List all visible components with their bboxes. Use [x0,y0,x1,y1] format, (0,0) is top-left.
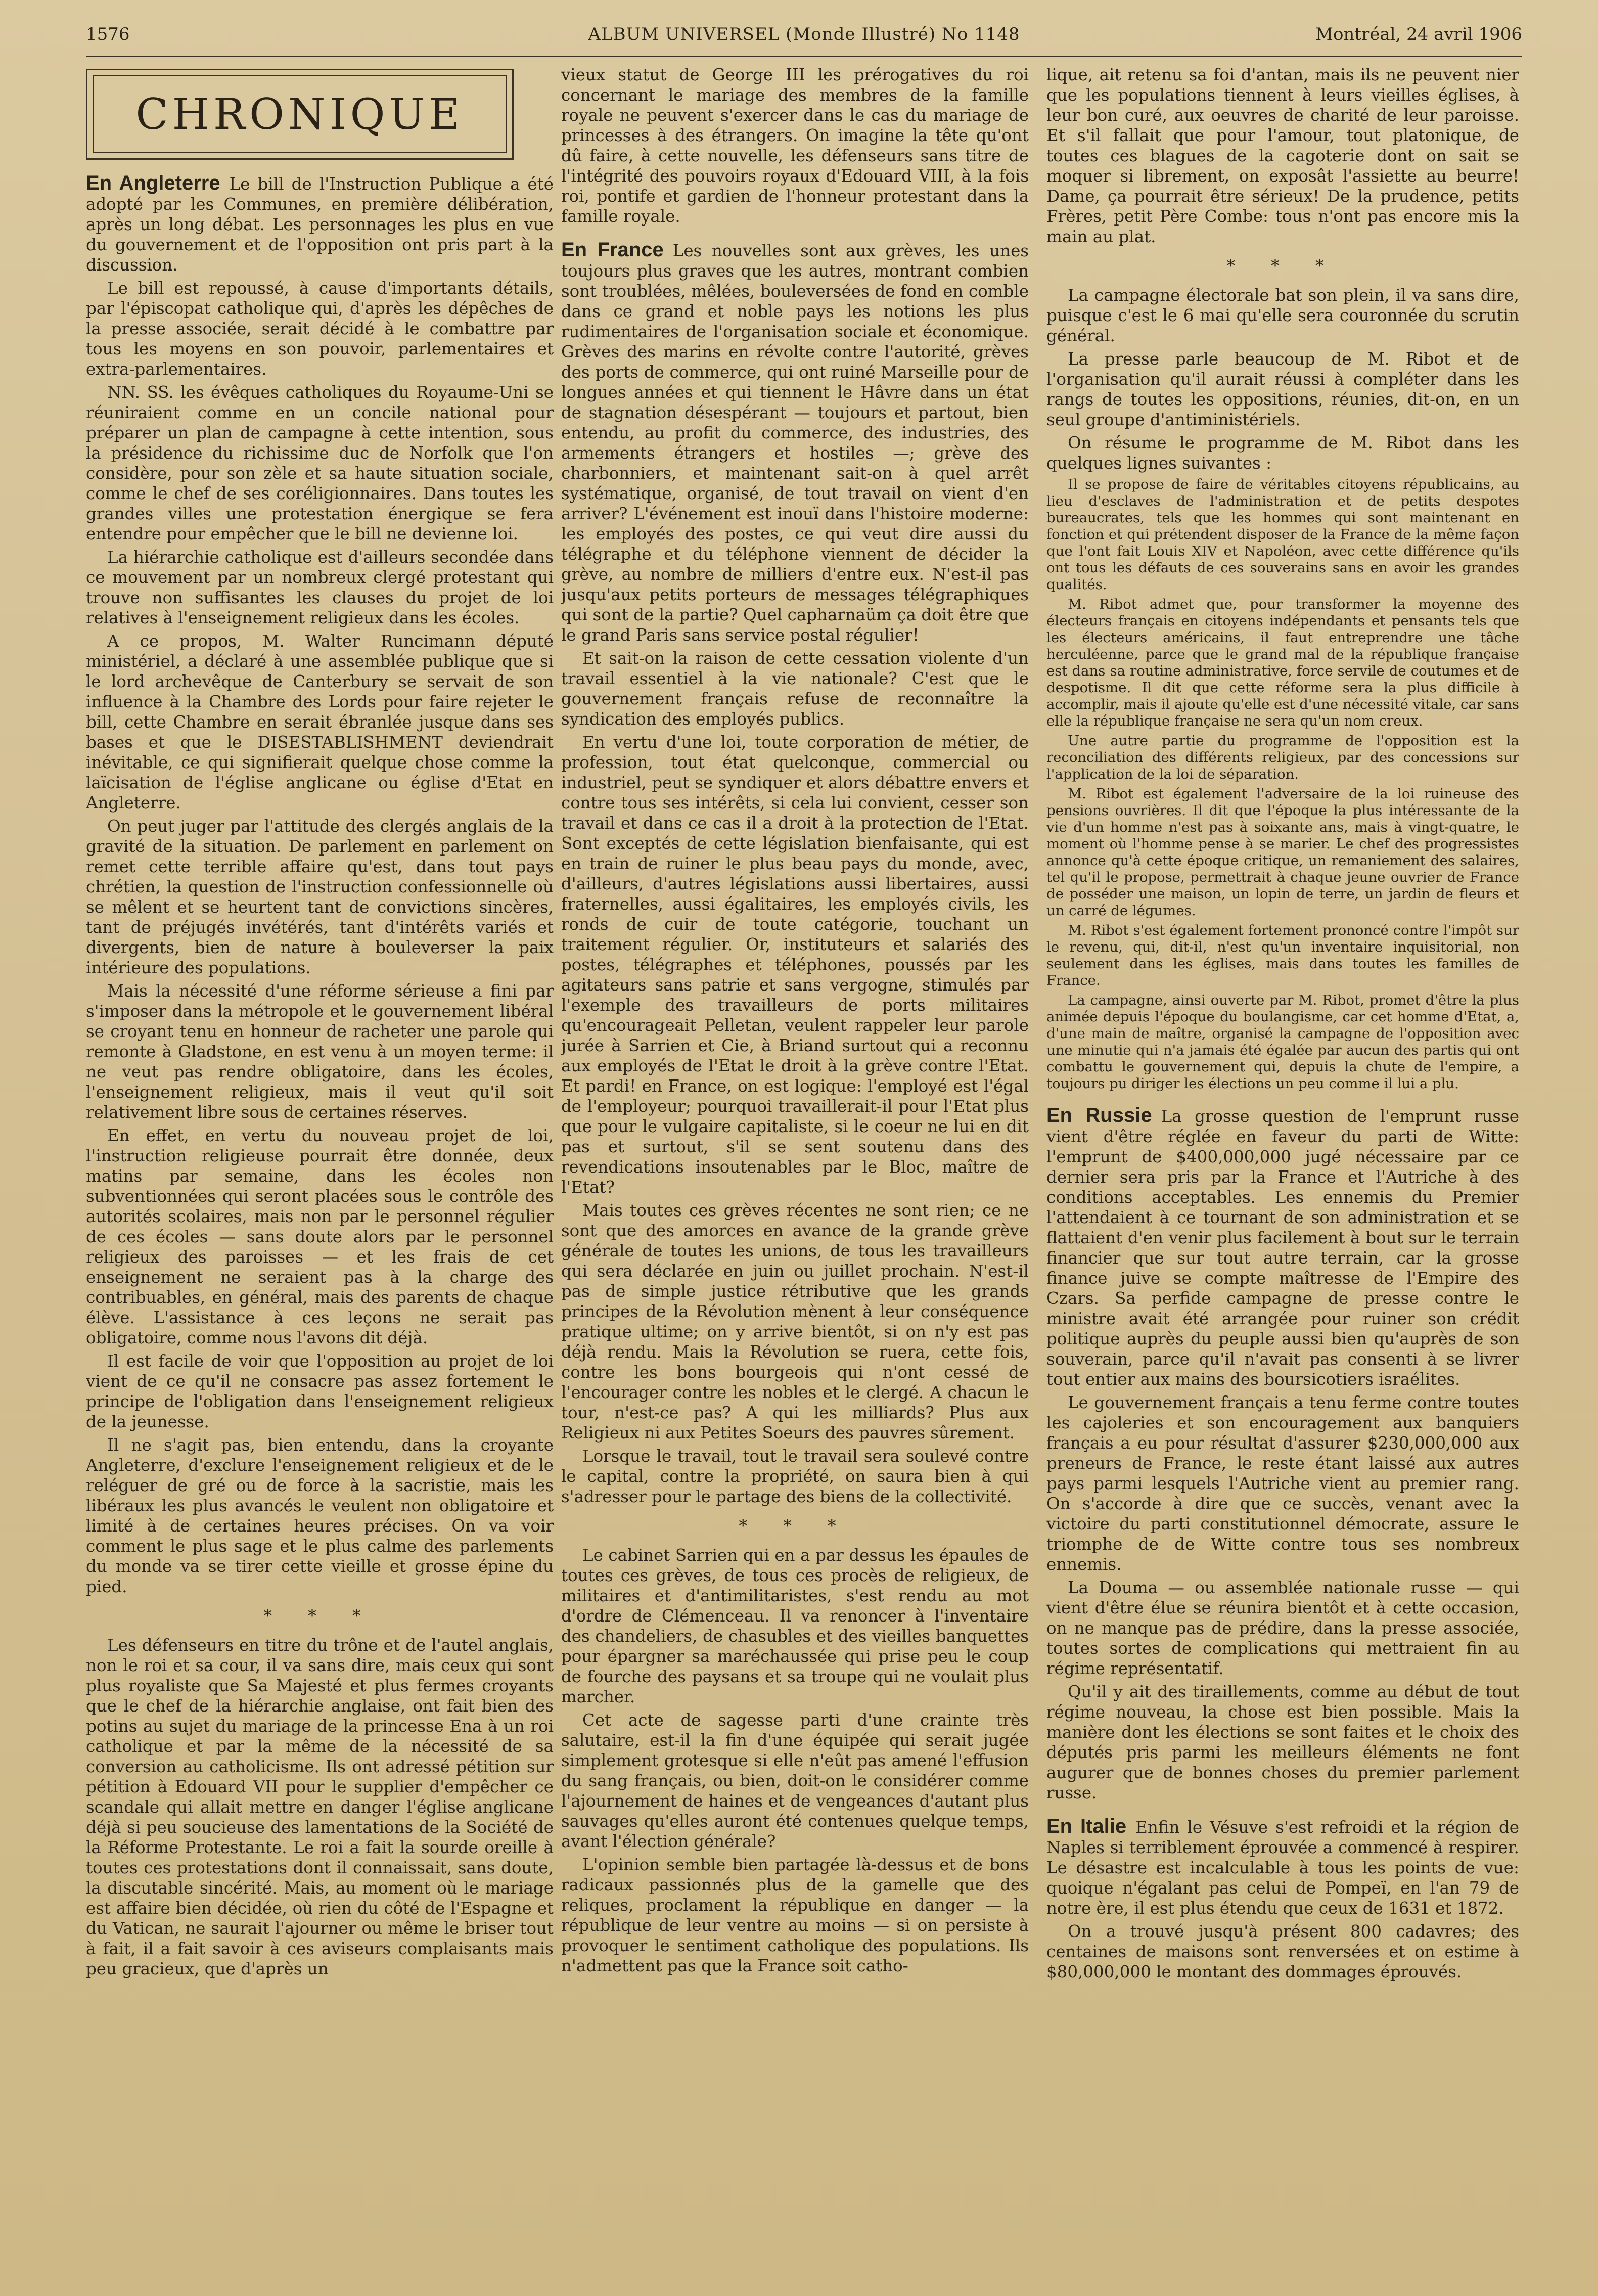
page-header [86,19,1522,50]
quoted-program: M. Ribot admet que, pour transformer la moyenne des électeurs français en citoyens indépendants et pensants tels que les électeurs américains, il faut entreprendre une tâche herculéenne, parce que le grand mal de la république française est dans sa routine administrative, force servile de coutumes et de despotisme. Il dit que cette réforme sera la plus difficile à accomplir, mais il ajoute qu'elle est d'une nécessité vitale, car sans elle la république française ne sera qu'un nom creux. [1046,596,1519,729]
paragraph: Mais la nécessité d'une réforme sérieuse a fini par s'imposer dans la métropole et le gouvernement libéral se croyant tenu en honneur de racheter une parole qui remonte à Gladstone, en est venu à un moyen terme: il ne veut pas rendre obligatoire, dans les écoles, l'enseignement religieux, mais il veut qu'il soit relativement libre sous de certaines réserves. [86,981,554,1122]
quoted-program: La campagne, ainsi ouverte par M. Ribot, promet d'être la plus animée depuis l'époque du boulangisme, car cet homme d'Etat, a, d'une main de maître, organisé la campagne de l'opposition avec une minutie qui n'a jamais été égalée par aucun des partis qui ont combattu le gouvernement qui, depuis la chute de l'empire, a toujours pu diriger les élections un peu comme il lui a plu. [1046,992,1519,1092]
section-separator: * * * [1226,256,1339,276]
paragraph: Il est facile de voir que l'opposition au projet de loi vient de ce qu'il ne consacre pas assez fortement le principe de l'obligation dans l'enseignement religieux de la jeunesse. [86,1352,554,1431]
paragraph: On a trouvé jusqu'à présent 800 cadavres; des centaines de maisons sont renversées et on estime à $80,000,000 le montant des dommages éprouvés. [1046,1922,1519,1982]
section-heading-angleterre: En Angleterre [86,172,220,194]
paragraph: NN. SS. les évêques catholiques du Royaume-Uni se réuniraient comme en un concile national pour préparer un plan de campagne à cette intention, sous la présidence du richissime duc de Norfolk que l'on considère, pour son zèle et sa haute situation sociale, comme le chef de ses coréligionnaires. Dans toutes les grandes villes une protestation énergique se fera entendre pour empêcher que le bill ne devienne loi. [86,383,554,544]
paragraph: Le bill est repoussé, à cause d'importants détails, par l'épiscopat catholique qui, d'après les dépêches de la presse associée, serait décidé à le combattre par tous les moyens en son pouvoir, parlementaires et extra-parlementaires. [86,279,554,379]
column-2 [561,65,1029,2261]
page-number: 1576 [86,24,130,44]
paragraph: La hiérarchie catholique est d'ailleurs secondée dans ce mouvement par un nombreux clergé protestant qui trouve non suffisantes les clauses du projet de loi relatives à l'enseignement religieux dans les écoles. [86,548,554,627]
paragraph: La Douma — ou assemblée nationale russe — qui vient d'être élue se réunira bientôt et à cette occasion, on ne manque pas de prédire, dans la presse associée, toutes sortes de complications qui mettraient fin au régime représentatif. [1046,1578,1519,1678]
paragraph: A ce propos, M. Walter Runcimann député ministériel, a déclaré à une assemblée publique que si le lord archevêque de Canterbury se servait de son influence à la Chambre des Lords pour faire rejeter le bill, cette Chambre en serait ébranlée jusque dans ses bases et que le DISESTABLISHMENT deviendrait inévitable, ce qui signifierait quelque chose comme la laïcisation de l'église anglicane ou église d'Etat en Angleterre. [86,632,554,813]
column-1 [86,65,554,2261]
paragraph: La campagne électorale bat son plein, il va sans dire, puisque c'est le 6 mai qu'elle sera couronnée du scrutin général. [1046,286,1519,345]
paragraph: La presse parle beaucoup de M. Ribot et de l'organisation qu'il aurait réussi à compléter dans les rangs de toutes les oppositions, réunies, dit-on, en un seul groupe d'antiministériels. [1046,349,1519,429]
paragraph: Lorsque le travail, tout le travail sera soulevé contre le capital, contre la propriété, on saura bien à qui s'adresser pour le partage des biens de la collectivité. [561,1447,1029,1506]
paragraph: Enfin le Vésuve s'est refroidi et la région de Naples si terriblement éprouvée a commencé à respirer. Le désastre est incalculable à tous les points de vue: quoique n'égalant pas celui de Pompeï, en l'an 79 de notre ère, il est plus étendu que ceux de 1631 et 1872. [1046,1818,1519,1918]
paragraph: Il ne s'agit pas, bien entendu, dans la croyante Angleterre, d'exclure l'enseignement religieux et de le reléguer de gré ou de force à la sacristie, mais les libéraux les plus avancés le veulent non obligatoire et limité à de certaines heures précises. On va voir comment le plus sage et le plus calme des parlements du monde va se tirer cette vieille et grosse épine du pied. [86,1435,554,1596]
paragraph: Le cabinet Sarrien qui en a par dessus les épaules de toutes ces grèves, de tous ces procès de religieux, de militaires et d'antimilitaristes, s'est rendu au mot d'ordre de Clémenceau. Il va renoncer à l'inventaire des chandeliers, de chasubles et des vieilles banquettes pour épargner sa maréchaussée qui prise peu le coup de fourche des paysans et sa troupe qui ne voulait plus marcher. [561,1546,1029,1706]
section-italie-lead [1046,1816,1519,1918]
paragraph: L'opinion semble bien partagée là-dessus et de bons radicaux passionnés plus de la gamelle que des reliques, proclament la république en danger — la république de leur ventre au moins — si on persiste à provoquer le sentiment catholique des populations. Ils n'admettent pas que la France soit catho- [561,1855,1029,1975]
paragraph: Le bill de l'Instruction Publique a été adopté par les Communes, en première délibération, après un long débat. Les personnages les plus en vue du gouvernement et de l'opposition ont pris part à la discussion. [86,174,554,275]
section-heading-italie: En Italie [1046,1815,1127,1837]
paragraph: Le gouvernement français a tenu ferme contre toutes les cajoleries et son encouragement aux banquiers français a eu pour résultat d'assurer $230,000,000 aux preneurs de France, le reste étant laissé aux autres pays parmi lesquels l'Autriche vient au premier rang. On s'accorde à dire que ce succès, venant avec la victoire du parti constitutionnel démocrate, assure le triomphe de de Witte contre tous ses nombreux ennemis. [1046,1393,1519,1574]
section-separator: * * * [263,1606,376,1626]
issue-date: Montréal, 24 avril 1906 [1315,24,1522,44]
section-separator: * * * [739,1516,851,1536]
column-3 [1046,65,1519,2261]
paragraph: En effet, en vertu du nouveau projet de loi, l'instruction religieuse pourrait être donnée, deux matins par semaine, dans les écoles non subventionnées qui seront placées sous le contrôle des autorités scolaires, mais non par le personnel régulier de ces écoles — sans doute alors par le personnel religieux des paroisses — et les frais de cet enseignement ne seraient pas à la charge des contribuables, en général, mais des parents de chaque élève. L'assistance à ces leçons ne serait pas obligatoire, comme nous l'avons dit déjà. [86,1126,554,1347]
paragraph: La grosse question de l'emprunt russe vient d'être réglée en faveur du parti de Witte: l'emprunt de $400,000,000 jugé nécessaire par ce dernier sera pris par la France et l'Autriche à des conditions acceptables. Les ennemis du Premier l'attendaient à ce tournant de son administration et se flattaient d'en venir plus facilement à bout sur le terrain financier que sur tout autre terrain, car la grosse finance juive se compte maîtresse de l'Empire des Czars. Sa perfide campagne de presse contre le ministre avait été arrangée pour ruiner son crédit politique auprès du peuple aussi bien qu'auprès de son souverain, parce qu'il n'avait pas consenti à se livrer tout entier aux mains des boursicotiers israélites. [1046,1107,1519,1389]
quoted-program: Il se propose de faire de véritables citoyens républicains, au lieu d'esclaves de l'administration et de petits despotes bureaucrates, tels que les hommes qui sont maintenant en fonction et qui prétendent disposer de la France de la même façon que l'ont fait Louis XIV et Napoléon, avec cette différence qu'ils ont tous les défauts de ces souverains sans en avoir les grandes qualités. [1046,476,1519,593]
paragraph: vieux statut de George III les prérogatives du roi concernant le mariage des membres de la famille royale ne peuvent s'exercer dans le cas du mariage de princesses à des étrangers. On imagine la tête qu'ont dû faire, à cette nouvelle, les défenseurs sans titre de l'intégrité des pouvoirs royaux d'Edouard VIII, à la fois roi, pontife et gardien de l'honneur protestant dans la famille royale. [561,65,1029,226]
paragraph: On résume le programme de M. Ribot dans les quelques lignes suivantes : [1046,433,1519,473]
chronique-title-box [86,69,514,160]
paragraph: Les défenseurs en titre du trône et de l'autel anglais, non le roi et sa cour, il va sans dire, mais ceux qui sont plus royaliste que Sa Majesté et plus fermes croyants que le chef de la hiérarchie anglaise, ont fait bien des potins au sujet du mariage de la princesse Ena à un roi catholique et par la même de la nécessité de sa conversion au catholicisme. Ils ont adressé pétition sur pétition à Edouard VII pour le supplier d'empêcher ce scandale qui allait mettre en danger l'église anglicane déjà si peu soucieuse des lamentations de la Société de la Réforme Protestante. Le roi a fait la sourde oreille à toutes ces protestations dont il connaissait, sans doute, la discutable sincérité. Mais, au moment où le mariage est affaire bien décidée, où rien du côté de l'Espagne et du Vatican, ne saurait l'ajourner ou même le briser tout à fait, il a fait savoir à ces aviseurs complaisants mais peu gracieux, que d'après un [86,1636,554,1978]
paragraph: Qu'il y ait des tiraillements, comme au début de tout régime nouveau, la chose est bien possible. Mais la manière dont les élections se sont faites et le choix des députés pris parmi les meilleurs éléments ne font augurer que de bonnes choses du premier parlement russe. [1046,1682,1519,1803]
section-heading-france: En France [561,239,664,261]
paragraph: En vertu d'une loi, toute corporation de métier, de profession, tout état quelconque, commercial ou industriel, peut se syndiquer et alors débattre envers et contre tous ses intérêts, si cela lui convient, cesser son travail et dans ce cas il a droit à la protection de l'Etat. Sont exceptés de cette législation bienfaisante, qui est en train de ruiner le plus beau pays du monde, avec, d'ailleurs, d'autres législations aussi libertaires, aussi fraternelles, aussi égalitaires, les employés civils, les ronds de cuir de toute catégorie, touchant un traitement régulier. Or, instituteurs et salariés des postes, télégraphes et téléphones, poussés par les agitateurs sans patrie et sans vergogne, stimulés par l'exemple des travailleurs de ports militaires qu'encourageait Pelletan, veulent rappeler leur parole jurée à Sarrien et Cie, à Briand surtout qui a reconnu aux employés de l'Etat le droit à la grève contre l'Etat. Et pardi! en France, on est logique: l'employé est l'égal de l'employeur; pourquoi travaillerait-il pour l'Etat plus que pour le vulgaire capitaliste, si le coeur ne lui en dit pas et surtout, s'il se sent soutenu dans des revendications insoutenables par le Bloc, maître de l'Etat? [561,733,1029,1197]
paragraph: Les nouvelles sont aux grèves, les unes toujours plus graves que les autres, montrant combien sont troublées, mêlées, bouleversées de fond en comble dans ce grand et noble pays les notions les plus rudimentaires de l'organisation sociale et économique. Grèves des marins en révolte contre l'autorité, grèves des ports de commerce, qui ont ruiné Marseille pour de longues années et qui tiennent le Hâvre dans un état de stagnation désespérant — toujours et partout, bien entendu, au profit du commerce, des industries, des armements étrangers et hostiles —; grève des charbonniers, et maintenant sait-on à quel arrêt systématique, organisé, de tout travail on vient d'en arriver? L'événement est inouï dans l'histoire moderne: les employés des postes, ce qui veut dire aussi du télégraphe et du téléphone viennent de décider la grève, au nombre de milliers d'entre eux. N'est-il pas jusqu'aux petits porteurs de messages télégraphiques qui sont de la partie? Quel capharnaüm ça doit être que le grand Paris sans service postal régulier! [561,241,1029,645]
chronique-title: CHRONIQUE [93,75,507,153]
section-france-lead [561,240,1029,645]
section-angleterre-lead [86,173,554,275]
paragraph: Et sait-on la raison de cette cessation violente d'un travail essentiel à la vie nationale? C'est que le gouvernement français refuse de reconnaître la syndication des employés publics. [561,649,1029,729]
paragraph: Cet acte de sagesse parti d'une crainte très salutaire, est-il la fin d'une équipée qui serait jugée simplement grotesque si elle n'eût pas amené l'effusion du sang français, ou bien, doit-on le considérer comme l'ajournement de haines et de vengeances d'autant plus sauvages qu'elles auront été contenues quelque temps, avant l'élection générale? [561,1710,1029,1851]
quoted-program: M. Ribot est également l'adversaire de la loi ruineuse des pensions ouvrières. Il dit que l'époque la plus intéressante de la vie d'un homme n'est pas à soixante ans, mais à vingt-quatre, le moment où l'homme pense à se marier. Le chef des progressistes annonce qu'à cette époque critique, un remaniement des salaires, tel qu'il le propose, permettrait à chaque jeune ouvrier de France de posséder une maison, un lopin de terre, un jardin de fleurs et un carré de légumes. [1046,786,1519,919]
section-heading-russie: En Russie [1046,1104,1152,1127]
paragraph: lique, ait retenu sa foi d'antan, mais ils ne peuvent nier que les populations tiennent à leurs vieilles églises, à leur bon curé, aux oeuvres de charité de leur paroisse. Et s'il fallait que pour l'amour, tout platonique, de toutes ces blagues de la cagoterie dont on sait se moquer si librement, on exposât l'assiette au beurre! Dame, ça pourrait être sérieux! De la prudence, petits Frères, petit Père Combe: tous n'ont pas encore mis la main au plat. [1046,65,1519,246]
publication-title: ALBUM UNIVERSEL (Monde Illustré) No 1148 [588,24,1020,44]
quoted-program: Une autre partie du programme de l'opposition est la reconciliation des différents religieux, par des concessions sur l'application de la loi de séparation. [1046,733,1519,782]
paragraph: On peut juger par l'attitude des clergés anglais de la gravité de la situation. De parlement en parlement on remet cette terrible affaire qu'est, dans tout pays chrétien, la question de l'instruction confessionnelle où se mêlent et se heurtent tant de convictions sincères, tant de préjugés invétérés, tant d'intérêts variés et divergents, bien de nature à bouleverser la paix intérieure des populations. [86,817,554,977]
header-rule [86,56,1522,57]
paragraph: Mais toutes ces grèves récentes ne sont rien; ce ne sont que des amorces en avance de la grande grève générale de toutes les unions, de tous les travailleurs qui sera déclarée en juin ou juillet prochain. N'est-il pas de simple justice rétributive que les grands principes de la Révolution mènent à leur conséquence pratique ultime; on y arrive bientôt, si on n'y est pas déjà rendu. Mais la Révolution se ruera, cette fois, contre les bons bourgeois qui n'ont cessé de l'encourager contre les nobles et le clergé. A chacun le tour, n'est-ce pas? A qui les milliards? Plus aux Religieux ni aux Petites Soeurs des pauvres sûrement. [561,1201,1029,1443]
section-russie-lead [1046,1105,1519,1389]
quoted-program: M. Ribot s'est également fortement prononcé contre l'impôt sur le revenu, qui, dit-il, n'est qu'un inventaire inquisitorial, non seulement dans les églises, mais dans toutes les familles de France. [1046,922,1519,988]
